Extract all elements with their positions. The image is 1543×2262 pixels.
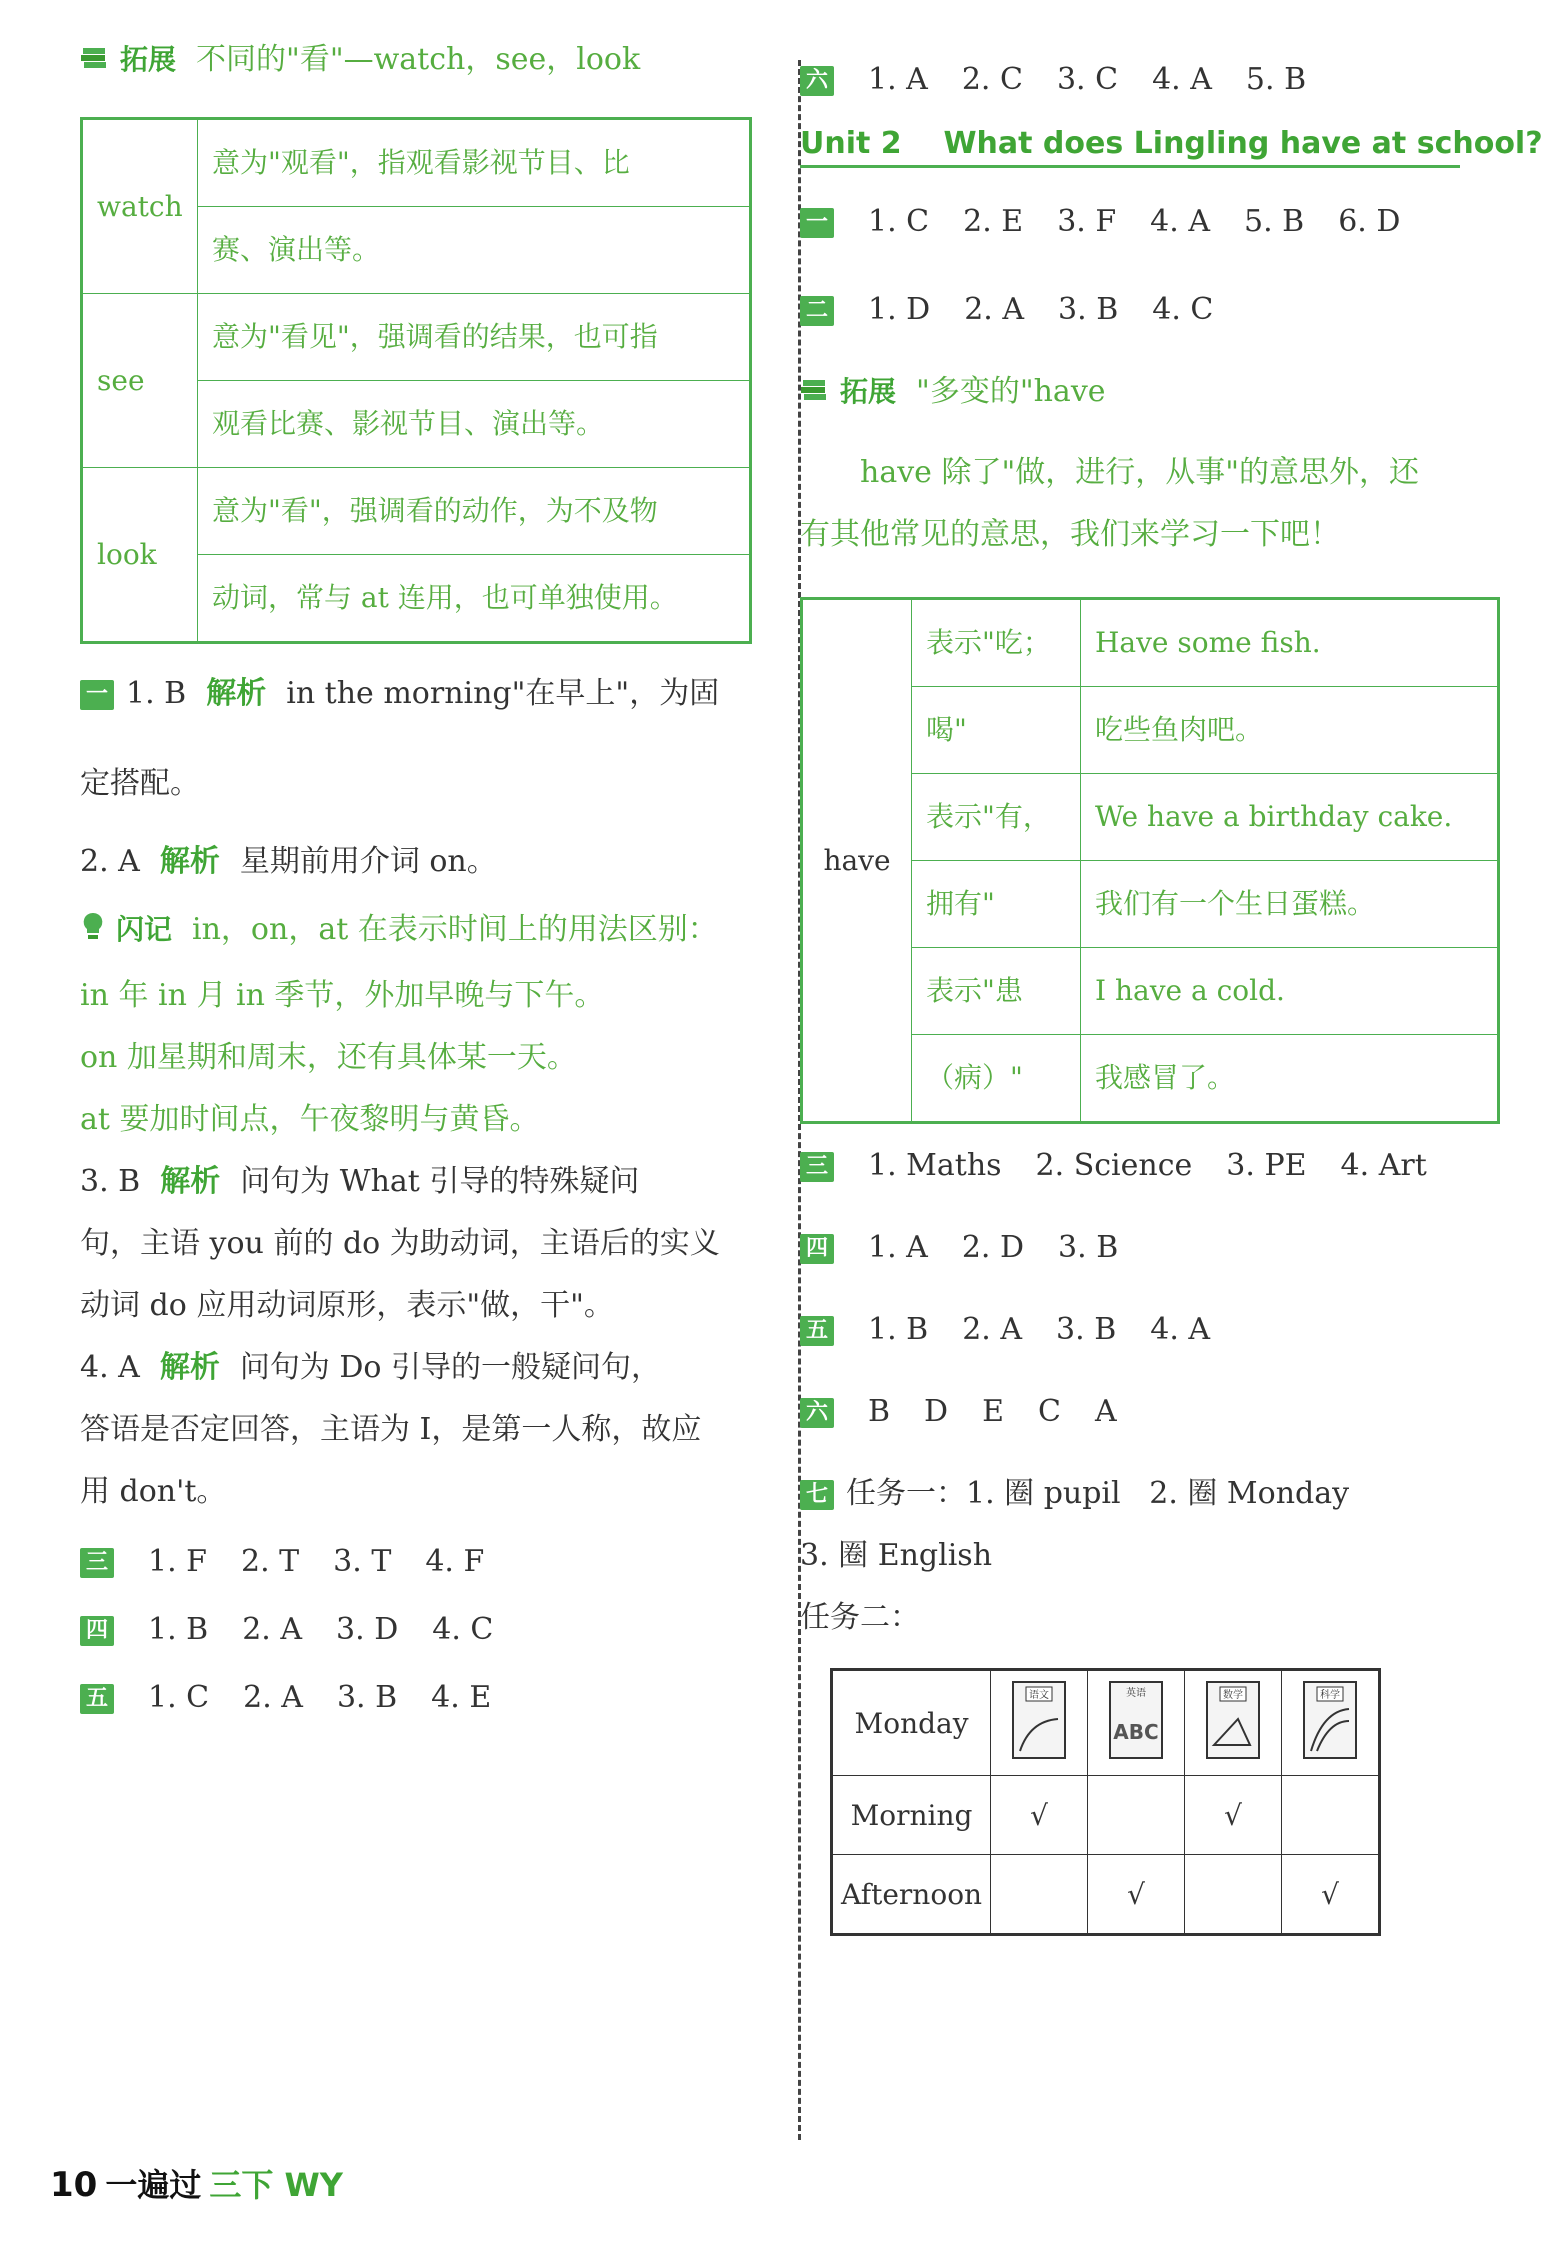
left-column bbox=[80, 40, 780, 1718]
unit-heading bbox=[800, 126, 1543, 168]
analysis-label: 解析 bbox=[159, 844, 220, 879]
answer: A bbox=[1094, 1394, 1117, 1429]
answer: 1. C bbox=[148, 1679, 210, 1715]
check-mark: √ bbox=[1185, 1776, 1282, 1855]
answer: 1. B bbox=[868, 1312, 929, 1347]
q1-analysis-cont: 定搭配。 bbox=[80, 766, 200, 801]
answer: 2. A bbox=[243, 1679, 303, 1715]
see-watch-look-table bbox=[80, 117, 752, 644]
answer: 1. A bbox=[868, 62, 928, 97]
task1-text: 任务一：1. 圈 pupil bbox=[846, 1476, 1121, 1511]
answer: 4. Art bbox=[1340, 1148, 1427, 1183]
answer: 5. B bbox=[1245, 62, 1307, 97]
section5-answers bbox=[80, 1678, 780, 1718]
answer: 3. B bbox=[336, 1679, 398, 1715]
section-marker: 二 bbox=[800, 296, 834, 326]
table-meaning: 观看比赛、影视节目、演出等。 bbox=[198, 381, 751, 468]
table-meaning: 拥有" bbox=[912, 861, 1081, 948]
table-row bbox=[832, 1855, 1380, 1935]
unit2-section1-answers bbox=[800, 202, 1460, 242]
section3-answers bbox=[80, 1542, 780, 1582]
extension-text: "多变的"have bbox=[916, 374, 1106, 409]
q3-analysis-cont: 动词 do 应用动词原形，表示"做，干"。 bbox=[80, 1287, 614, 1323]
answer: 1. A bbox=[868, 1230, 928, 1265]
table-word: see bbox=[82, 294, 198, 468]
answer: 4. F bbox=[425, 1543, 485, 1579]
table-word: look bbox=[82, 468, 198, 643]
svg-text:科学: 科学 bbox=[1320, 1689, 1341, 1701]
english-book-cell bbox=[1088, 1670, 1185, 1776]
science-book-cell bbox=[1282, 1670, 1380, 1776]
chinese-book-cell bbox=[991, 1670, 1088, 1776]
answer: 3. T bbox=[333, 1543, 392, 1579]
q3-answer: 3. B bbox=[80, 1163, 141, 1199]
svg-text:语文: 语文 bbox=[1029, 1689, 1050, 1701]
q2-analysis: 星期前用介词 on。 bbox=[239, 844, 497, 879]
q4-analysis-cont: 答语是否定回答，主语为 I，是第一人称，故应 bbox=[80, 1411, 702, 1447]
answer: 3. B bbox=[1058, 292, 1119, 327]
maths-book-icon bbox=[1204, 1679, 1262, 1761]
memo-tag: 闪记 bbox=[116, 913, 173, 946]
task2-line: 任务二： bbox=[800, 1600, 920, 1635]
answer: 3. B bbox=[1056, 1312, 1117, 1347]
maths-book-cell bbox=[1185, 1670, 1282, 1776]
answer: 3. C bbox=[1056, 62, 1119, 97]
memo-line: on 加星期和周末，还有具体某一天。 bbox=[80, 1039, 577, 1075]
section-marker: 六 bbox=[800, 1398, 834, 1428]
table-row bbox=[832, 1776, 1380, 1855]
check-mark: √ bbox=[1088, 1855, 1185, 1935]
table-example: We have a birthday cake. bbox=[1081, 774, 1499, 861]
q3-analysis-cont: 句，主语 you 前的 do 为助动词，主语后的实义 bbox=[80, 1225, 720, 1261]
table-meaning: 赛、演出等。 bbox=[198, 207, 751, 294]
memo-title: in，on，at 在表示时间上的用法区别： bbox=[192, 912, 718, 947]
unit2-section2-answers bbox=[800, 290, 1460, 330]
answer: 4. E bbox=[431, 1679, 492, 1715]
table-example: I have a cold. bbox=[1081, 948, 1499, 1035]
right-column bbox=[800, 40, 1543, 2190]
check-mark bbox=[1282, 1776, 1380, 1855]
svg-text:数学: 数学 bbox=[1223, 1689, 1244, 1701]
table-row bbox=[82, 468, 751, 555]
answer: 2. A bbox=[964, 292, 1025, 327]
schedule-table bbox=[830, 1668, 1381, 1936]
schedule-day: Monday bbox=[832, 1670, 991, 1776]
answer: 4. A bbox=[1150, 204, 1210, 239]
answer: 4. A bbox=[1150, 1312, 1211, 1347]
answer: 2. E bbox=[963, 204, 1024, 239]
check-mark bbox=[1088, 1776, 1185, 1855]
section-marker: 四 bbox=[800, 1234, 834, 1264]
unit-label: Unit 2 bbox=[800, 126, 902, 161]
answer: 4. C bbox=[1152, 292, 1214, 327]
answer: 4. C bbox=[432, 1611, 494, 1647]
section-marker: 五 bbox=[800, 1316, 834, 1346]
extension-paragraph: have 除了"做，进行，从事"的意思外，还 bbox=[860, 455, 1420, 490]
section-marker: 三 bbox=[800, 1152, 834, 1182]
table-meaning: 意为"观看"，指观看影视节目、比 bbox=[198, 119, 751, 207]
answer: 2. T bbox=[240, 1543, 300, 1579]
memo-line: at 要加时间点，午夜黎明与黄昏。 bbox=[80, 1101, 540, 1137]
answer: 3. D bbox=[336, 1611, 399, 1647]
q4-analysis-cont: 用 don't。 bbox=[80, 1473, 227, 1509]
q4-analysis: 问句为 Do 引导的一般疑问句， bbox=[239, 1349, 662, 1385]
table-meaning: 表示"吃； bbox=[912, 599, 1081, 687]
section-marker: 五 bbox=[80, 1684, 114, 1714]
table-meaning: （病）" bbox=[912, 1035, 1081, 1123]
chinese-book-icon bbox=[1010, 1679, 1068, 1761]
extension-text: 不同的"看"—watch，see，look bbox=[196, 42, 641, 77]
answer: 1. F bbox=[148, 1543, 207, 1579]
svg-text:ABC: ABC bbox=[1113, 1719, 1159, 1744]
answer: 2. A bbox=[962, 1312, 1023, 1347]
svg-text:英语: 英语 bbox=[1126, 1687, 1147, 1699]
check-mark: √ bbox=[991, 1776, 1088, 1855]
table-example: Have some fish. bbox=[1081, 599, 1499, 687]
table-row bbox=[802, 599, 1499, 687]
answer: 3. F bbox=[1057, 204, 1117, 239]
answer: 1. C bbox=[868, 204, 930, 239]
section6-answers bbox=[800, 60, 1460, 100]
analysis-label: 解析 bbox=[159, 1349, 220, 1385]
unit2-section3-answers bbox=[800, 1146, 1460, 1186]
q3-line bbox=[80, 1162, 780, 1202]
section-marker: 三 bbox=[80, 1548, 114, 1578]
answer: 3. B bbox=[1058, 1230, 1119, 1265]
analysis-label: 解析 bbox=[206, 676, 267, 711]
brand-name: 一遍过 bbox=[105, 2166, 202, 2204]
unit2-section5-answers bbox=[800, 1310, 1460, 1350]
check-mark: √ bbox=[1282, 1855, 1380, 1935]
answer: 1. Maths bbox=[868, 1148, 1002, 1183]
q4-answer: 4. A bbox=[80, 1349, 140, 1385]
table-word: watch bbox=[82, 119, 198, 294]
book-stack-icon bbox=[80, 41, 110, 81]
answer: 1. D bbox=[868, 292, 931, 327]
table-example: 我们有一个生日蛋糕。 bbox=[1081, 861, 1499, 948]
extension-tag: 拓展 bbox=[840, 375, 897, 408]
extension-paragraph: 有其他常见的意思，我们来学习一下吧！ bbox=[800, 517, 1340, 552]
book-stack-icon bbox=[800, 373, 830, 413]
answer: 2. D bbox=[961, 1230, 1025, 1265]
unit2-section4-answers bbox=[800, 1228, 1460, 1268]
grade-label: 三下 WY bbox=[209, 2166, 343, 2204]
table-row bbox=[82, 294, 751, 381]
table-meaning: 喝" bbox=[912, 687, 1081, 774]
memo-heading bbox=[80, 910, 780, 952]
table-meaning: 意为"看见"，强调看的结果，也可指 bbox=[198, 294, 751, 381]
section-marker: 七 bbox=[800, 1480, 834, 1510]
answer: 1. B bbox=[148, 1611, 209, 1647]
extension2-heading bbox=[800, 372, 1460, 413]
table-word: have bbox=[802, 599, 912, 1123]
q4-line bbox=[80, 1348, 780, 1388]
table-row bbox=[82, 119, 751, 207]
task1-text: 2. 圈 Monday bbox=[1149, 1476, 1350, 1511]
answer: 5. B bbox=[1244, 204, 1305, 239]
unit2-section6-answers bbox=[800, 1392, 1460, 1432]
extension-tag: 拓展 bbox=[120, 43, 177, 76]
section-marker: 四 bbox=[80, 1616, 114, 1646]
table-meaning: 表示"患 bbox=[912, 948, 1081, 1035]
section4-answers bbox=[80, 1610, 780, 1650]
table-row bbox=[832, 1670, 1380, 1776]
answer: B bbox=[868, 1394, 891, 1429]
answer: D bbox=[924, 1394, 949, 1429]
schedule-period: Afternoon bbox=[832, 1855, 991, 1935]
check-mark bbox=[991, 1855, 1088, 1935]
answer: 4. A bbox=[1152, 62, 1212, 97]
table-meaning: 动词，常与 at 连用，也可单独使用。 bbox=[198, 555, 751, 643]
answer: E bbox=[982, 1394, 1005, 1429]
lightbulb-icon bbox=[80, 911, 106, 952]
memo-line: in 年 in 月 in 季节，外加早晚与下午。 bbox=[80, 977, 605, 1013]
answer: 2. C bbox=[961, 62, 1023, 97]
analysis-label: 解析 bbox=[160, 1163, 221, 1199]
q2-answer: 2. A bbox=[80, 844, 140, 879]
answer: 2. A bbox=[242, 1611, 303, 1647]
page-footer bbox=[50, 2160, 343, 2206]
page-number: 10 bbox=[50, 2165, 98, 2205]
section-marker: 一 bbox=[800, 208, 834, 238]
table-example: 吃些鱼肉吧。 bbox=[1081, 687, 1499, 774]
extension-heading bbox=[80, 40, 780, 81]
table-example: 我感冒了。 bbox=[1081, 1035, 1499, 1123]
check-mark bbox=[1185, 1855, 1282, 1935]
schedule-period: Morning bbox=[832, 1776, 991, 1855]
section-marker: 六 bbox=[800, 66, 834, 96]
task1-line bbox=[800, 1474, 1460, 1514]
q2-line bbox=[80, 842, 780, 882]
table-meaning: 意为"看"，强调看的动作，为不及物 bbox=[198, 468, 751, 555]
section-marker: 一 bbox=[80, 680, 114, 710]
answer: 6. D bbox=[1338, 204, 1401, 239]
task1-cont: 3. 圈 English bbox=[800, 1538, 993, 1573]
q1-analysis: in the morning"在早上"，为固 bbox=[286, 676, 720, 711]
have-usage-table bbox=[800, 597, 1500, 1124]
table-meaning: 表示"有， bbox=[912, 774, 1081, 861]
q1-line bbox=[80, 674, 780, 714]
answer: 3. PE bbox=[1226, 1148, 1307, 1183]
q3-analysis: 问句为 What 引导的特殊疑问 bbox=[240, 1163, 640, 1199]
answer: C bbox=[1038, 1394, 1061, 1429]
science-book-icon bbox=[1301, 1679, 1359, 1761]
q1-answer: 1. B bbox=[126, 676, 187, 711]
english-book-icon bbox=[1107, 1679, 1165, 1761]
answer: 2. Science bbox=[1035, 1148, 1193, 1183]
unit-title: What does Lingling have at school? bbox=[943, 126, 1543, 161]
